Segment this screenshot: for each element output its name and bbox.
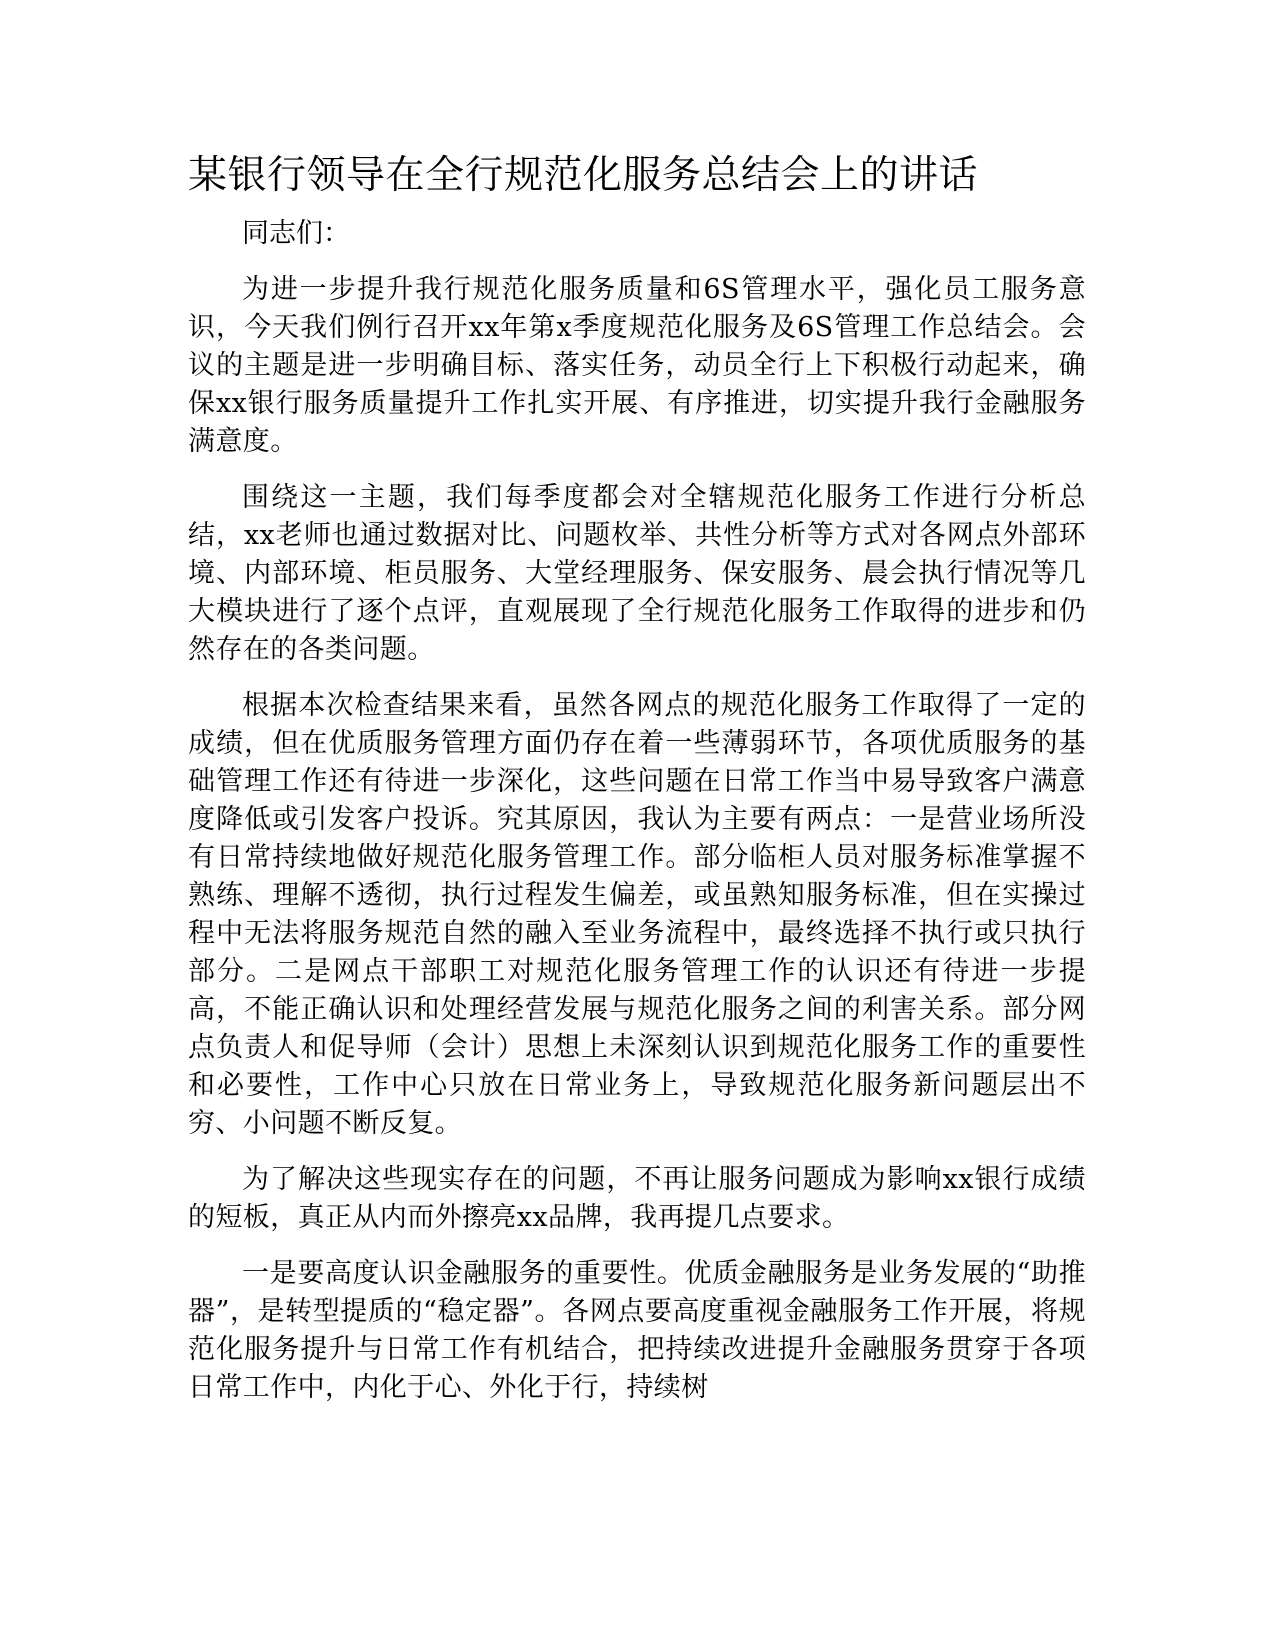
paragraph-5: 一是要高度认识金融服务的重要性。优质金融服务是业务发展的“助推器”，是转型提质的“稳定器”。各网点要高度重视金融服务工作开展，将规范化服务提升与日常工作有机结合，把持续改进提升金融服务贯穿于各项日常工作中，内化于心、外化于行，持续树	[188, 1258, 1086, 1403]
paragraph-3: 根据本次检查结果来看，虽然各网点的规范化服务工作取得了一定的成绩，但在优质服务管理方面仍存在着一些薄弱环节，各项优质服务的基础管理工作还有待进一步深化，这些问题在日常工作当中易导致客户满意度降低或引发客户投诉。究其原因，我认为主要有两点：一是营业场所没有日常持续地做好规范化服务管理工作。部分临柜人员对服务标准掌握不熟练、理解不透彻，执行过程发生偏差，或虽熟知服务标准，但在实操过程中无法将服务规范自然的融入至业务流程中，最终选择不执行或只执行部分。二是网点干部职工对规范化服务管理工作的认识还有待进一步提高，不能正确认识和处理经营发展与规范化服务之间的利害关系。部分网点负责人和促导师（会计）思想上未深刻认识到规范化服务工作的重要性和必要性，工作中心只放在日常业务上，导致规范化服务新问题层出不穷、小问题不断反复。	[188, 690, 1086, 1139]
paragraph-4: 为了解决这些现实存在的问题，不再让服务问题成为影响xx银行成绩的短板，真正从内而外擦亮xx品牌，我再提几点要求。	[188, 1164, 1086, 1233]
paragraph-1: 为进一步提升我行规范化服务质量和6S管理水平，强化员工服务意识，今天我们例行召开xx年第x季度规范化服务及6S管理工作总结会。会议的主题是进一步明确目标、落实任务，动员全行上下积极行动起来，确保xx银行服务质量提升工作扎实开展、有序推进，切实提升我行金融服务满意度。	[188, 274, 1086, 457]
document-title: 某银行领导在全行规范化服务总结会上的讲话	[188, 153, 979, 198]
document-body	[188, 145, 1086, 1425]
paragraph-2: 围绕这一主题，我们每季度都会对全辖规范化服务工作进行分析总结，xx老师也通过数据对比、问题枚举、共性分析等方式对各网点外部环境、内部环境、柜员服务、大堂经理服务、保安服务、晨会执行情况等几大模块进行了逐个点评，直观展现了全行规范化服务工作取得的进步和仍然存在的各类问题。	[188, 482, 1086, 665]
salutation: 同志们：	[242, 218, 350, 249]
